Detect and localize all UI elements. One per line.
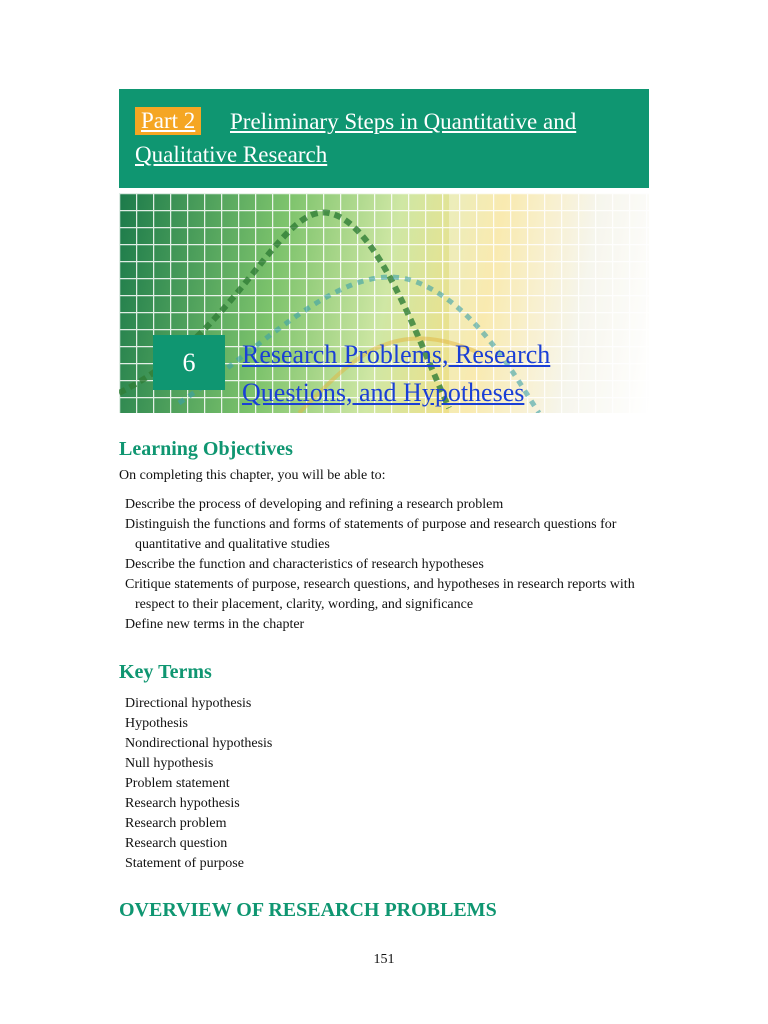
key-terms-heading: Key Terms <box>119 661 212 683</box>
key-terms-list <box>125 694 525 874</box>
list-item: Research problem <box>125 816 227 831</box>
chapter-title-link[interactable]: Research Problems, Research Questions, and Hypotheses <box>242 340 551 407</box>
list-item: Hypothesis <box>125 716 188 731</box>
list-item: Research question <box>125 836 228 851</box>
list-item: Nondirectional hypothesis <box>125 736 273 751</box>
list-item: Null hypothesis <box>125 756 214 771</box>
part-label[interactable]: Part 2 <box>135 107 201 135</box>
learning-objectives-heading: Learning Objectives <box>119 438 293 460</box>
page-number: 151 <box>373 952 395 967</box>
list-item: Statement of purpose <box>125 856 244 871</box>
section-heading: OVERVIEW OF RESEARCH PROBLEMS <box>119 899 497 921</box>
list-item: Distinguish the functions and forms of statements of purpose and research questions for quantitative and qualitative studies <box>125 517 617 552</box>
list-item: Directional hypothesis <box>125 696 252 711</box>
learning-objectives-intro: On completing this chapter, you will be able to: <box>119 468 386 483</box>
list-item: Problem statement <box>125 776 230 791</box>
part-title[interactable]: Preliminary Steps in Quantitative and Qualitative Research <box>135 109 577 167</box>
list-item: Research hypothesis <box>125 796 240 811</box>
list-item: Describe the process of developing and refining a research problem <box>125 497 504 512</box>
chapter-number: 6 <box>153 335 225 390</box>
list-item: Critique statements of purpose, research questions, and hypotheses in research reports with respect to their placement, clarity, wording, and significance <box>125 577 635 612</box>
part-banner <box>119 89 649 188</box>
list-item: Define new terms in the chapter <box>125 617 305 632</box>
learning-objectives-list <box>125 495 655 635</box>
list-item: Describe the function and characteristics of research hypotheses <box>125 557 484 572</box>
